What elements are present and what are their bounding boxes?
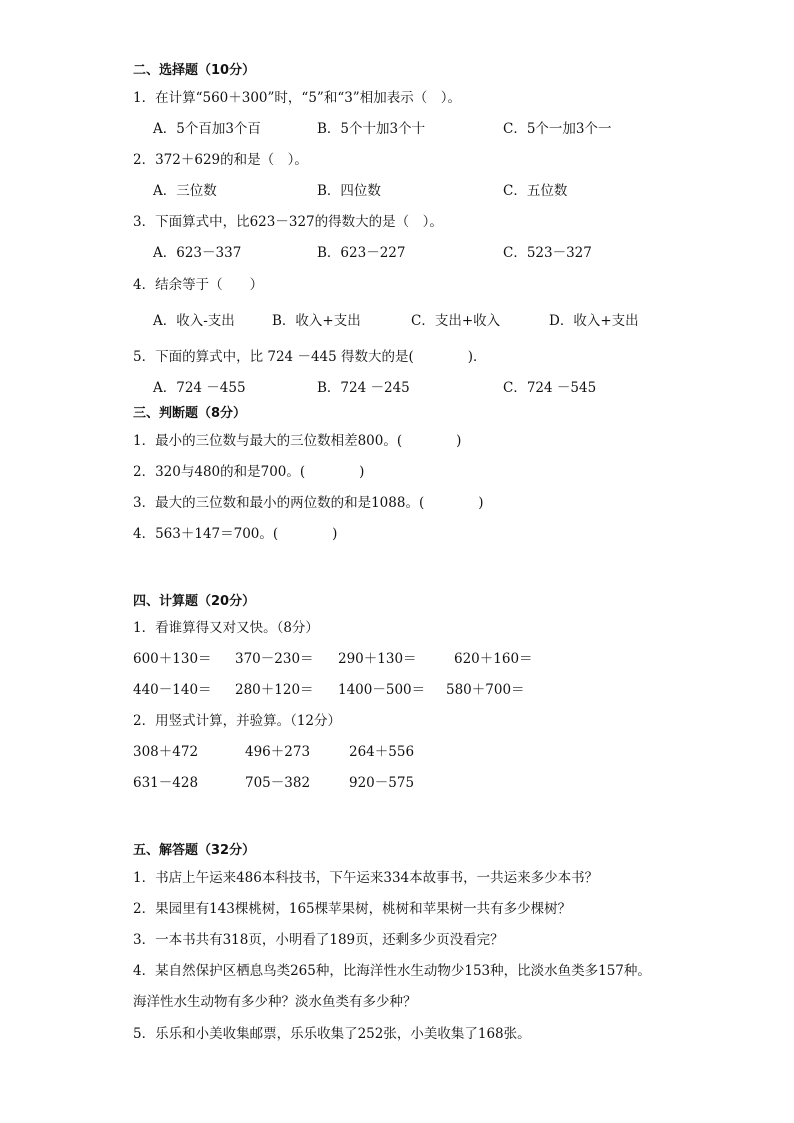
q4-option-c: C．支出+收入 — [411, 313, 501, 329]
calc-row2-1: 440－140＝ — [133, 682, 212, 698]
judge-item-3: 3．最大的三位数和最小的两位数的和是1088。( ) — [133, 495, 484, 511]
word-problem-2: 2．果园里有143棵桃树，165棵苹果树，桃树和苹果树一共有多少棵树？ — [133, 901, 572, 917]
calc-row3-1: 308＋472 — [133, 744, 199, 760]
q3-option-a: A．623－337 — [153, 245, 242, 261]
calc-row1-3: 290＋130＝ — [338, 651, 417, 667]
q5-option-b: B．724 －245 — [317, 380, 410, 396]
judge-item-4: 4．563＋147＝700。( ) — [133, 526, 338, 542]
judge-item-1: 1．最小的三位数与最大的三位数相差800。( ) — [133, 433, 462, 449]
calc-row4-3: 920－575 — [349, 775, 415, 791]
judge-item-2: 2．320与480的和是700。( ) — [133, 464, 365, 480]
word-problem-3: 3．一本书共有318页，小明看了189页，还剩多少页没看完？ — [133, 932, 504, 948]
calc-row1-2: 370－230＝ — [235, 651, 314, 667]
calc-row2-2: 280＋120＝ — [235, 682, 314, 698]
calc-q1: 1．看谁算得又对又快。（8分） — [133, 620, 319, 636]
q3-option-b: B．623－227 — [317, 245, 406, 261]
q2-stem: 2．372＋629的和是（ ）。 — [133, 152, 308, 168]
q2-option-b: B．四位数 — [317, 183, 381, 199]
q3-option-c: C．523－327 — [503, 245, 592, 261]
q1-stem: 1．在计算“560＋300”时，“5”和“3”相加表示（ ）。 — [133, 90, 461, 106]
q5-option-a: A．724 －455 — [153, 380, 246, 396]
calc-row3-2: 496＋273 — [245, 744, 311, 760]
q3-stem: 3．下面算式中，比623－327的得数大的是（ ）。 — [133, 214, 443, 230]
q4-stem: 4．结余等于（ ） — [133, 277, 264, 293]
q2-option-c: C．五位数 — [503, 183, 568, 199]
q4-option-d: D．收入+支出 — [549, 313, 639, 329]
calc-row3-3: 264＋556 — [349, 744, 415, 760]
q1-option-a: A．5个百加3个百 — [153, 121, 261, 137]
word-problem-4: 4．某自然保护区栖息鸟类265种，比海洋性水生动物少153种，比淡水鱼类多157种。 — [133, 963, 651, 979]
calc-row4-1: 631－428 — [133, 775, 199, 791]
calc-row2-4: 580＋700＝ — [446, 682, 525, 698]
q4-option-b: B．收入+支出 — [272, 313, 361, 329]
q4-option-a: A．收入-支出 — [153, 313, 235, 329]
word-problem-4-continued: 海洋性水生动物有多少种？淡水鱼类有多少种？ — [133, 994, 417, 1010]
calc-row4-2: 705－382 — [245, 775, 311, 791]
section-2-title: 二、选择题（10分） — [133, 63, 256, 78]
word-problem-5: 5．乐乐和小美收集邮票，乐乐收集了252张，小美收集了168张。 — [133, 1026, 531, 1042]
section-4-title: 四、计算题（20分） — [133, 594, 256, 609]
q5-option-c: C．724 －545 — [503, 380, 597, 396]
calc-row2-3: 1400－500＝ — [338, 682, 426, 698]
q5-stem: 5．下面的算式中，比 724 －445 得数大的是( )． — [133, 349, 487, 365]
q1-option-b: B．5个十加3个十 — [317, 121, 426, 137]
section-3-title: 三、判断题（8分） — [133, 406, 247, 421]
q2-option-a: A．三位数 — [153, 183, 217, 199]
calc-q2: 2．用竖式计算，并验算。（12分） — [133, 713, 342, 729]
q1-option-c: C．5个一加3个一 — [503, 121, 612, 137]
word-problem-1: 1．书店上午运来486本科技书，下午运来334本故事书，一共运来多少本书？ — [133, 870, 599, 886]
section-5-title: 五、解答题（32分） — [133, 843, 256, 858]
calc-row1-1: 600＋130＝ — [133, 651, 212, 667]
calc-row1-4: 620＋160＝ — [454, 651, 533, 667]
